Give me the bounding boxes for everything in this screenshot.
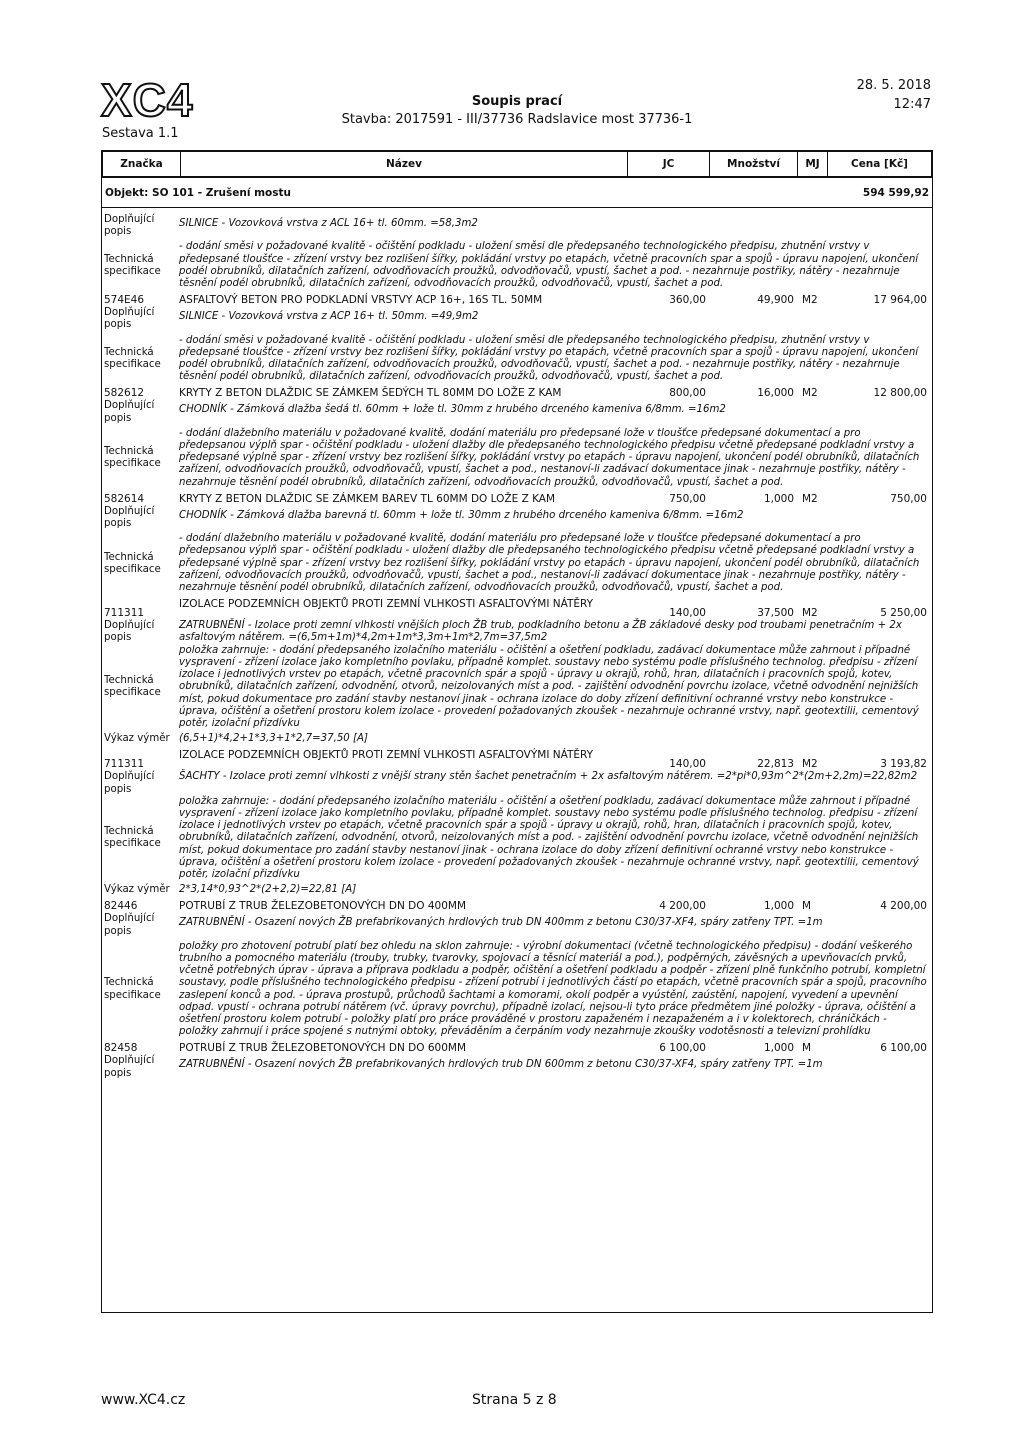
- extra-desc-label: Doplňující popis: [104, 771, 155, 795]
- item-name: KRYTY Z BETON DLAŽDIC SE ZÁMKEM ŠEDÝCH TL 80MM DO LOŽE Z KAM: [179, 387, 562, 400]
- report-version: Sestava 1.1: [102, 126, 179, 141]
- tech-spec-text: - dodání dlažebního materiálu v požadované kvalitě, dodání materiálu pro předepsané lože v tloušťce předepsané dokumentací a pro předepsanou výplň spar - očištění podkladu - uložení dlažby dle předepsaného technologického předpisu včetně předepsané podkladní vrstvy a předepsané výplně spar - zřízení vrstvy bez rozlišení šířky, pokládání vrstvy po etapách - úpravu napojení, ukončení podél obrubníků, dilatačních zařízení, odvodňovacích proužků, odvodňovačů, vpustí, šachet a pod., nestanoví-li zadávací dokumentace jinak - nezahrnuje postřiky, nátěry - nezahrnuje těsnění podél obrubníků, dilatačních zařízení, odvodňovacích proužků, odvodňovačů, vpustí, šachet a pod.: [179, 533, 920, 594]
- item-unit-price: 360,00: [669, 294, 706, 307]
- tech-spec-text: položka zahrnuje: - dodání předepsaného izolačního materiálu - očištění a ošetření podkladu, zadávací dokumentace může zahrnout i případné vyspravení - zřízení izolace jako kompletního povlaku, případně komplet. soustavy nebo systému podle příslušného technolog. předpisu - zřízení izolace i jednotlivých vrstev po etapách, včetně pracovních spár a spojů - úpravy u okrajů, rohů, hran, dilatačních i pracovních spojů, kotev, obrubníků, dilatačních zařízení, odvodnění, otvorů, neizolovaných míst a pod. - zajištění odvodnění povrchu izolace, včetně odvodnění nejnižších míst, pokud dokumentace pro zadání stavby nestanoví jinak - ochrana izolace do doby zřízení definitivní ochranné vrstvy nebo konstrukce - úprava, očištění a ošetření prostoru kolem izolace - provedení požadovaných zkoušek - nezahrnuje ochranné vrstvy, např. geotextilii, cementový potěr, izolační přizdívku: [179, 644, 919, 729]
- extra-desc-label: Doplňující popis: [104, 620, 155, 644]
- item-code: 582614: [104, 492, 145, 505]
- tech-spec-label: Technická specifikace: [104, 551, 161, 575]
- object-row: [101, 178, 933, 208]
- extra-desc-row: [101, 307, 933, 331]
- item-price: 3 193,82: [880, 758, 927, 771]
- extra-desc-row: [101, 620, 933, 644]
- items-list: [101, 212, 933, 1080]
- item-price: 6 100,00: [880, 1042, 927, 1055]
- item-price: 17 964,00: [873, 294, 927, 307]
- item-unit-price: 140,00: [669, 758, 706, 771]
- item-unit-price: 6 100,00: [659, 1042, 706, 1055]
- calc-label: Výkaz výměr: [104, 884, 170, 896]
- item-quantity: 37,500: [757, 607, 794, 620]
- table-row: [101, 294, 933, 307]
- item-name: POTRUBÍ Z TRUB ŽELEZOBETONOVÝCH DN DO 400MM: [179, 900, 467, 913]
- item-price: 5 250,00: [880, 607, 927, 620]
- calc-text: 2*3,14*0,93^2*(2+2,2)=22,81 [A]: [179, 884, 357, 896]
- table-row: [101, 749, 933, 771]
- tech-spec-text: - dodání směsi v požadované kvalitě - očištění podkladu - uložení směsi dle předepsaného technologického předpisu, zhutnění vrstvy v předepsané tloušťce - zřízení vrstvy bez rozlišení šířky, pokládání vrstvy po etapách, včetně pracovních spar a spojů - úpravu napojení, ukončení podél obrubníků, dilatačních zařízení, odvodňovacích proužků, odvodňovačů, vpustí, šachet a pod. - nezahrnuje postřiky, nátěry - nezahrnuje těsnění podél obrubníků, dilatačních zařízení, odvodňovacích proužků, odvodňovačů, vpustí, šachet a pod.: [179, 334, 919, 383]
- extra-desc-row: [101, 913, 933, 937]
- item-unit: M2: [802, 607, 818, 620]
- extra-desc-text: ZATRUBNĚNÍ - Osazení nových ŽB prefabrikovaných hrdlových trub DN 400mm z betonu C30/37-XF4, spáry zatřeny TPT. =1m: [179, 917, 823, 929]
- calc-label: Výkaz výměr: [104, 733, 170, 745]
- extra-desc-text: CHODNÍK - Zámková dlažba barevná tl. 60mm + lože tl. 30mm z hrubého drceného kameniva 6/8mm. =16m2: [179, 509, 744, 521]
- item-unit: M: [802, 900, 812, 913]
- item-unit-price: 140,00: [669, 607, 706, 620]
- item-quantity: 1,000: [763, 900, 794, 913]
- item-price: 12 800,00: [873, 387, 927, 400]
- item-unit-price: 750,00: [669, 492, 706, 505]
- calc-text: (6,5+1)*4,2+1*3,3+1*2,7=37,50 [A]: [179, 733, 368, 745]
- extra-desc-label: Doplňující popis: [104, 1055, 155, 1079]
- tech-spec-text: - dodání směsi v požadované kvalitě - očištění podkladu - uložení směsi dle předepsaného technologického předpisu, zhutnění vrstvy v předepsané tloušťce - zřízení vrstvy bez rozlišení šířky, pokládání vrstvy po etapách, včetně pracovních spar a spojů - úpravu napojení, ukončení podél obrubníků, dilatačních zařízení, odvodňovacích proužků, odvodňovačů, vpustí, šachet a pod. - nezahrnuje postřiky, nátěry - nezahrnuje těsnění podél obrubníků, dilatačních zařízení, odvodňovacích proužků, odvodňovačů, vpustí, šachet a pod.: [179, 241, 919, 290]
- item-name: IZOLACE PODZEMNÍCH OBJEKTŮ PROTI ZEMNÍ VLHKOSTI ASFALTOVÝMI NÁTĚRY: [179, 598, 594, 611]
- item-name: ASFALTOVÝ BETON PRO PODKLADNÍ VRSTVY ACP 16+, 16S TL. 50MM: [179, 294, 543, 307]
- tech-spec-row: [101, 335, 933, 384]
- table-row: [101, 598, 933, 620]
- extra-desc-row: [101, 771, 933, 795]
- item-price: 4 200,00: [880, 900, 927, 913]
- extra-desc-text: ZATRUBNĚNÍ - Izolace proti zemní vlhkosti vnějších ploch ŽB trub, podkladního betonu a ŽB základové desky pod troubami penetračním + 2x asfaltovým nátěrem. =(6,5m+1m)*4,2m+1m*3,3m+1m*2,7m=37,5m2: [179, 620, 902, 644]
- extra-desc-text: ZATRUBNĚNÍ - Osazení nových ŽB prefabrikovaných hrdlových trub DN 600mm z betonu C30/37-XF4, spáry zatřeny TPT. =1m: [179, 1059, 823, 1071]
- extra-desc-label: Doplňující popis: [104, 307, 155, 331]
- tech-spec-label: Technická specifikace: [104, 346, 161, 371]
- tech-spec-label: Technická specifikace: [104, 675, 161, 699]
- calc-row: [101, 884, 933, 896]
- extra-desc-label: Doplňující popis: [104, 505, 155, 530]
- item-code: 574E46: [104, 294, 145, 307]
- item-name: POTRUBÍ Z TRUB ŽELEZOBETONOVÝCH DN DO 600MM: [179, 1042, 467, 1055]
- report-time: 12:47: [893, 97, 931, 112]
- item-unit: M2: [802, 492, 818, 505]
- extra-desc-text: CHODNÍK - Zámková dlažba šedá tl. 60mm + lože tl. 30mm z hrubého drceného kameniva 6/8mm. =16m2: [179, 404, 726, 416]
- calc-row: [101, 733, 933, 745]
- table-row: [101, 900, 933, 913]
- tech-spec-label: Technická specifikace: [104, 253, 161, 277]
- object-total: 594 599,92: [862, 186, 929, 199]
- item-unit: M: [802, 1042, 812, 1055]
- column-name: Název: [181, 152, 628, 176]
- table-row: [101, 1042, 933, 1055]
- extra-desc-text: ŠACHTY - Izolace proti zemní vlhkosti z vnější strany stěn šachet penetračním + 2x asfaltovým nátěrem. =2*pi*0,93m^2*(2m+2,2m)=22,82m2: [179, 771, 918, 783]
- tech-spec-text: položky pro zhotovení potrubí platí bez ohledu na sklon zahrnuje: - výrobní dokumentaci (včetně technologického předpisu) - dodání veškerého trubního a pomocného materiálu (trouby, trubky, tvarovky, spojovací a těsnící materiál a pod.), podpěrných, závěsných a upevňovacích prvků, včetně potřebných úprav - úprava a příprava podkladu a podpěr, očištění a ošetření podkladu a podpěr - zřízení plně funkčního potrubí, kompletní soustavy, podle příslušného technologického předpisu - zřízení potrubí i jednotlivých částí po etapách, včetně pracovních spár a spojů, pracovního zaslepení konců a pod. - úprava prostupů, průchodů šachtami a komorami, okolí podpěr a vyústění, zaústění, napojení, vyvedení a upevnění odpad. vpustí - ochrana potrubí nátěrem (vč. úpravy povrchu), případně izolací, nejsou-li tyto práce předmětem jiné položky - úprava, očištění a ošetření prostoru kolem potrubí - položky platí pro práce prováděné v prostoru zapaženém i nezapaženém a i v kolektorech, chráničkách - položky zahrnují i práce spojené s nutnými obtoky, převáděním a čerpáním vody nezahrnuje zkoušky vodotěsnosti a televizní prohlídku: [179, 940, 927, 1038]
- item-name: IZOLACE PODZEMNÍCH OBJEKTŮ PROTI ZEMNÍ VLHKOSTI ASFALTOVÝMI NÁTĚRY: [179, 749, 594, 762]
- item-code: 711311: [104, 607, 145, 620]
- item-code: 82446: [104, 900, 138, 913]
- page-number: Strana 5 z 8: [472, 1392, 557, 1408]
- item-quantity: 1,000: [763, 1042, 794, 1055]
- item-quantity: 16,000: [757, 387, 794, 400]
- item-unit: M2: [802, 758, 818, 771]
- document-title: Soupis prací: [471, 94, 563, 109]
- item-price: 750,00: [890, 492, 927, 505]
- item-quantity: 22,813: [757, 758, 794, 771]
- item-unit: M2: [802, 294, 818, 307]
- item-unit: M2: [802, 387, 818, 400]
- item-quantity: 1,000: [763, 492, 794, 505]
- extra-desc-row: [101, 1055, 933, 1079]
- extra-desc-label: Doplňující popis: [104, 913, 155, 937]
- item-code: 711311: [104, 758, 145, 771]
- extra-desc-row: [101, 214, 933, 238]
- item-unit-price: 800,00: [669, 387, 706, 400]
- item-code: 82458: [104, 1042, 138, 1055]
- tech-spec-row: [101, 428, 933, 489]
- extra-desc-text: SILNICE - Vozovková vrstva z ACL 16+ tl. 60mm. =58,3m2: [179, 218, 478, 229]
- extra-desc-row: [101, 506, 933, 530]
- tech-spec-row: [101, 796, 933, 881]
- item-unit-price: 4 200,00: [659, 900, 706, 913]
- project-subtitle: Stavba: 2017591 - III/37736 Radslavice most 37736-1: [341, 112, 693, 127]
- tech-spec-row: [101, 533, 933, 594]
- column-unit-price: JC: [628, 152, 710, 176]
- column-code: Značka: [103, 152, 181, 176]
- tech-spec-row: [101, 645, 933, 730]
- extra-desc-label: Doplňující popis: [104, 400, 155, 424]
- column-quantity: Množství: [710, 152, 798, 176]
- table-row: [101, 387, 933, 400]
- tech-spec-text: - dodání dlažebního materiálu v požadované kvalitě, dodání materiálu pro předepsané lože v tloušťce předepsané dokumentací a pro předepsanou výplň spar - očištění podkladu - uložení dlažby dle předepsaného technologického předpisu včetně předepsané podkladní vrstvy a předepsané výplně spar - zřízení vrstvy bez rozlišení šířky, pokládání vrstvy po etapách - úpravu napojení, ukončení podél obrubníků, dilatačních zařízení, odvodňovacích proužků, odvodňovačů, vpustí, šachet a pod., nestanoví-li zadávací dokumentace jinak - nezahrnuje postřiky, nátěry - nezahrnuje těsnění podél obrubníků, dilatačních zařízení, odvodňovacích proužků, odvodňovačů, vpustí, šachet a pod.: [179, 427, 920, 488]
- object-label: Objekt: SO 101 - Zrušení mostu: [105, 186, 292, 199]
- report-header: [101, 62, 933, 150]
- tech-spec-label: Technická specifikace: [104, 446, 161, 470]
- footer-site: www.XC4.cz: [101, 1392, 186, 1408]
- tech-spec-label: Technická specifikace: [104, 826, 161, 850]
- tech-spec-label: Technická specifikace: [104, 977, 161, 1001]
- extra-desc-label: Doplňující popis: [104, 214, 155, 238]
- column-price: Cena [Kč]: [850, 158, 908, 170]
- item-code: 582612: [104, 387, 145, 400]
- tech-spec-text: položka zahrnuje: - dodání předepsaného izolačního materiálu - očištění a ošetření podkladu, zadávací dokumentace může zahrnout i případné vyspravení - zřízení izolace jako kompletního povlaku, případně komplet. soustavy nebo systému podle příslušného technolog. předpisu - zřízení izolace i jednotlivých vrstev po etapách, včetně pracovních spár a spojů - úpravy u okrajů, rohů, hran, dilatačních i pracovních spojů, kotev, obrubníků, dilatačních zařízení, odvodnění, otvorů, neizolovaných míst a pod. - zajištění odvodnění povrchu izolace, včetně odvodnění nejnižších míst, pokud dokumentace pro zadání stavby nestanoví jinak - ochrana izolace do doby zřízení definitivní ochranné vrstvy nebo konstrukce - úprava, očištění a ošetření prostoru kolem izolace - provedení požadovaných zkoušek - nezahrnuje ochranné vrstvy, např. geotextilii, cementový potěr, izolační přizdívku: [179, 795, 919, 880]
- report-date: 28. 5. 2018: [856, 78, 931, 93]
- tech-spec-row: [101, 941, 933, 1039]
- item-name: KRYTY Z BETON DLAŽDIC SE ZÁMKEM BAREV TL 60MM DO LOŽE Z KAM: [179, 492, 556, 505]
- item-quantity: 49,900: [757, 294, 794, 307]
- tech-spec-row: [101, 241, 933, 290]
- column-header: [101, 150, 933, 178]
- extra-desc-text: SILNICE - Vozovková vrstva z ACP 16+ tl. 50mm. =49,9m2: [179, 311, 479, 323]
- table-row: [101, 493, 933, 506]
- column-unit: MJ: [798, 152, 828, 176]
- extra-desc-row: [101, 400, 933, 424]
- xc4-logo: XC4: [101, 74, 194, 126]
